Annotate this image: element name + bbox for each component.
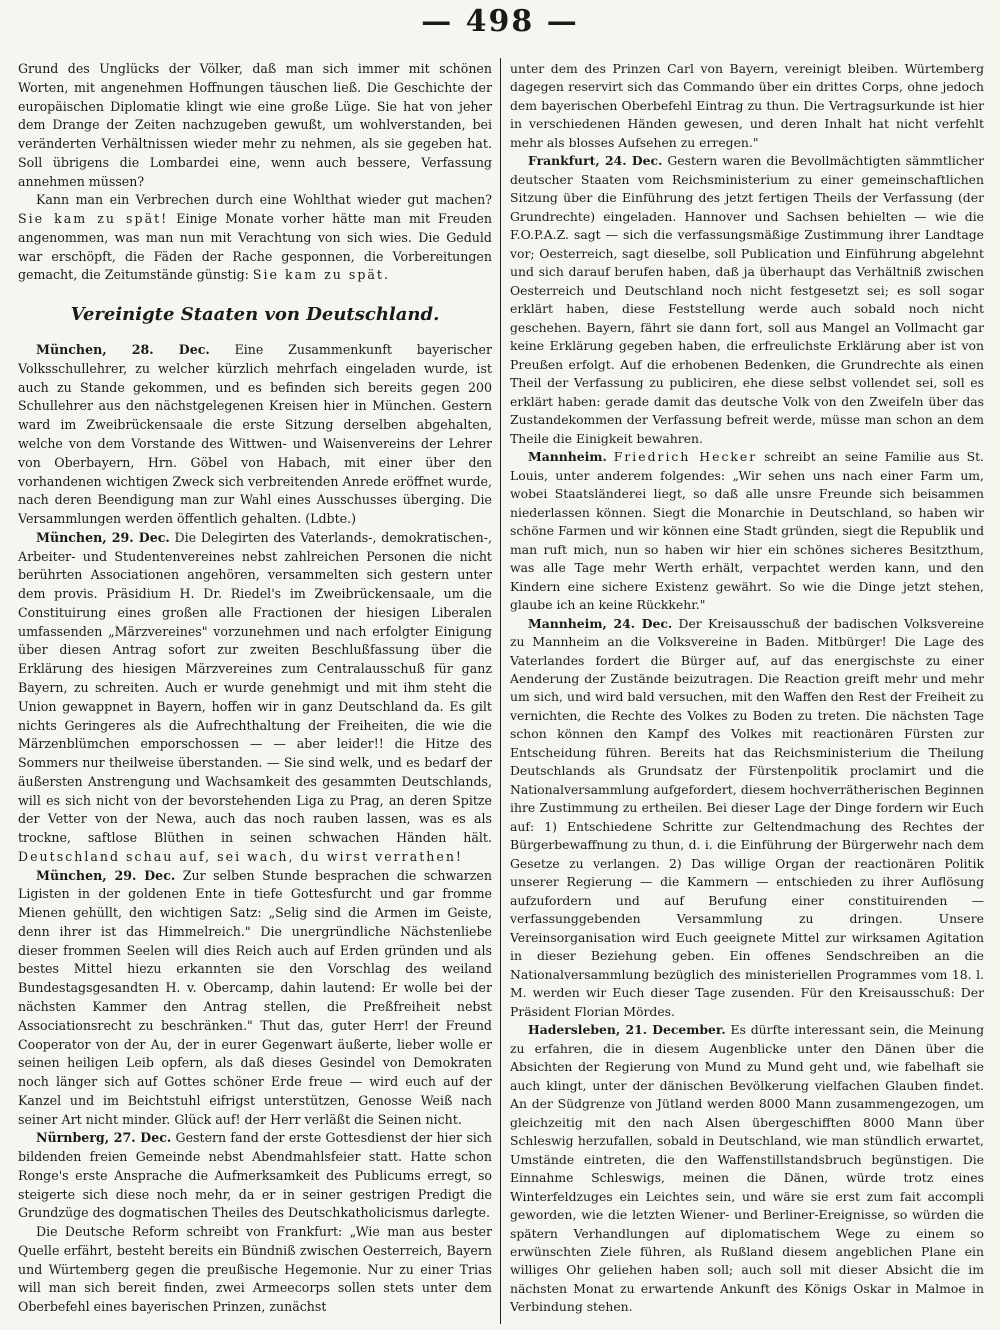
- article-continuation: Grund des Unglücks der Völker, daß man sich immer mit schönen Worten, mit angenehmen Hoffnungen täuschen ließ. Die Geschichte der europäischen Diplomatie klingt wie eine große Lüge. Sie hat von jeher dem Drange der Zeiten nachzugeben gewußt, um wohlverstanden, bei veränderten Verhältnissen wieder mehr zu nehmen, als sie gegeben hat. Soll übrigens die Lombardei eine, wenn auch bessere, Verfassung annehmen müssen?: [18, 61, 492, 189]
- dateline: München, 28. Dec.: [36, 342, 210, 358]
- emphasis-text: Sie kam zu spät.: [252, 267, 390, 283]
- news-item: [510, 1021, 984, 1317]
- section-heading: Vereinigte Staaten von Deutschland.: [70, 304, 440, 326]
- news-text: Es dürfte interessant sein, die Meinung zu erfahren, die in diesem Augenblicke unter den Dänen über die Absichten der Regierung von Mund zu Mund geht und, wie fabelhaft sie auch klingt, unter der dänischen Bevölkerung vielfachen Glauben findet. An der Südgrenze von Jütland werden 8000 Mann zusammengezogen, um gleichzeitig mit den nach Alsen übergeschifften 8000 Mann über Schleswig herzufallen, sobald in Deutschland, wie man stündlich erwartet, Umstände eintreten, die den Waffenstillstandsbruch begünstigen. Die Einnahme Schleswigs, meinen die Dänen, würde trotz eines Winterfeldzuges ein Leichtes sein, und wäre sie erst zum fait accompli geworden, wie die letzten Wiener- und Berliner-Ereignisse, so würden die spätern Verhandlungen auf diplomatischem Wege zu einem so erwünschten Ziele führen, als Rußland diesem angeblichen Plane ein williges Ohr geliehen haben soll; auch soll mit dieser Absicht die im nächsten Monat zu erwartende Ankunft des Königs Oskar in Malmoe in Verbindung stehen.: [510, 1022, 984, 1315]
- dateline: München, 29. Dec.: [36, 529, 170, 545]
- news-item: Die Deutsche Reform schreibt von Frankfurt: „Wie man aus bester Quelle erfährt, besteht bereits ein Bündniß zwischen Oesterreich, Bayern und Würtemberg gegen die preußische Hegemonie. Nur zu einer Trias will man sich bereit finden, zwei Armeecorps sollen stets unter dem Oberbefehl eines bayerischen Prinzen, zunächst: [18, 1224, 492, 1315]
- column-divider: [500, 58, 501, 1324]
- paragraph-text: Kann man ein Verbrechen durch eine Wohlthat wieder gut machen?: [36, 192, 492, 208]
- news-text: Der Kreisausschuß der badischen Volksvereine zu Mannheim an die Volksvereine in Baden. Mitbürger! Die Lage des Vaterlandes fordert die Bürger auf, auf das energischste zu einer Aenderung der Zustände beizutragen. Die Reaction greift mehr und mehr um sich, und wird bald versuchen, mit den Waffen den Rest der Freiheit zu vernichten, die Rechte des Volkes zu Boden zu treten. Die nächsten Tage schon können den Kampf des Volkes mit reactionären Fürsten zur Entscheidung führen. Bereits hat das Reichsministerium die Theilung Deutschlands als Grundsatz der Fürstenpolitik proclamirt und die Nationalversammlung aufgefordert, diesem hochverrätherischen Beginnen ihre Zustimmung zu ertheilen. Bei dieser Lage der Dinge fordern wir Euch auf: 1) Entschiedene Schritte zur Geltendmachung des Rechtes der Bürgerbewaffnung zu thun, d. i. die Einführung der Bürgerwehr nach dem Gesetze zu verlangen. 2) Das willige Organ der reactionären Politik unserer Regierung — die Kammern — entschieden zu ihrer Auflösung aufzufordern und auf Berufung einer constituirenden — verfassunggebenden Versammlung zu dringen. Unsere Vereinsorganisation wird Euch geeignete Mittel zur wirksamen Agitation in dieser Beziehung geben. Ein offenes Sendschreiben an die Nationalversammlung bezüglich des ministeriellen Programmes vom 18. l. M. werden wir Euch dieser Tage zusenden. Für den Kreisausschuß: Der Präsident Florian Mördes.: [510, 615, 984, 1019]
- dateline: München, 29. Dec.: [36, 867, 176, 883]
- news-item: [18, 1129, 492, 1223]
- news-text: Die Delegirten des Vaterlands-, demokratischen-, Arbeiter- und Studentenvereines nebst zahlreichen Personen die nicht berührten Associationen angehören, versammelten sich gestern unter dem provis. Präsidium H. Dr. Riedel's im Zweibrückensaale, um die Constituirung eines großen alle Fractionen der hiesigen Liberalen umfassenden „Märzvereines" vorzunehmen und nach erfolgter Einigung über diesen Antrag sofort zur zweiten Beschlußfassung über die Erklärung des hiesigen Märzvereines zum Centralausschuß für ganz Bayern, zu schreiten. Auch er wurde genehmigt und mit ihm steht die Union gewappnet in Bayern, hoffen wir in ganz Deutschland da. Es gilt nichts Geringeres als die Aufrechthaltung der Freiheiten, die wie die Märzenblümchen emporschossen — — aber leider!! die Hitze des Sommers nur theilweise überstanden. — Sie sind welk, und es bedarf der äußersten Anstrengung und Wachsamkeit des gesammten Deutschlands, will es sich nicht von der bevorstehenden Liga zu Prag, an deren Spitze der Vetter von der Newa, auch das noch rauben lassen, was es als trockne, saftlose Blüthen in seinen schwachen Händen hält.: [18, 529, 492, 846]
- emphasis-text: Deutschland schau auf, sei wach, du wirst verrathen!: [18, 848, 463, 864]
- news-item: [510, 152, 984, 448]
- dateline: Nürnberg, 27. Dec.: [36, 1130, 172, 1146]
- news-text: Eine Zusammenkunft bayerischer Volksschullehrer, zu welcher kürzlich mehrfach eingeladen wurde, ist auch zu Stande gekommen, und es befinden sich bereits gegen 200 Schullehrer aus den nächstgelegenen Kreisen hier in München. Gestern ward im Zweibrückensaale die erste Sitzung derselben abgehalten, welche von dem Vorstande des Wittwen- und Waisenvereins der Lehrer von Oberbayern, Hrn. Göbel von Habach, mit einer über den vorhandenen wichtigen Zweck sich verbreitenden Anrede eröffnet wurde, nach deren Beendigung man zur Wahl eines Ausschusses überging. Die Versammlungen werden öffentlich gehalten. (Ldbte.): [18, 342, 492, 527]
- article-paragraph: [18, 191, 492, 285]
- person-name: Friedrich Hecker: [613, 449, 758, 465]
- dateline: Hadersleben, 21. December.: [528, 1022, 726, 1038]
- dateline: Frankfurt, 24. Dec.: [528, 153, 663, 169]
- paragraph-text: Einige Monate vorher hätte man mit Freuden angenommen, was man nun mit Verachtung von sich wies. Die Geduld war erschöpft, die Fäden der Rache gesponnen, die Vorbereitungen gemacht, die Zeitumstände günstig:: [18, 211, 492, 283]
- dateline: Mannheim, 24. Dec.: [528, 615, 673, 631]
- news-item: [18, 529, 492, 867]
- left-column: [18, 60, 492, 1322]
- emphasis-text: Sie kam zu spät!: [18, 211, 169, 227]
- right-column: [510, 60, 984, 1322]
- article-continuation: unter dem des Prinzen Carl von Bayern, vereinigt bleiben. Würtemberg dagegen reservirt sich das Commando über ein drittes Corps, ohne jedoch dem bayerischen Oberbefehl Eintrag zu thun. Die Vertragsurkunde ist hier in verschiedenen Händen gewesen, und deren Inhalt hat nicht verfehlt mehr als blosses Aufsehen zu erregen.": [510, 61, 984, 150]
- page-number: — 498 —: [421, 4, 579, 39]
- news-item: [18, 341, 492, 529]
- news-text: Zur selben Stunde besprachen die schwarzen Ligisten in der goldenen Ente in tiefe Gottesfurcht und gar fromme Mienen gehüllt, den wichtigen Satz: „Selig sind die Armen im Geiste, denn ihrer ist das Himmelreich." Die unergründliche Nächstenliebe dieser frommen Seelen will dies Reich auch auf Erden gründen und als bestes Mittel hiezu erkannten sie den Vorschlag des weiland Bundestagsgesandten H. v. Obercamp, dahin lautend: Er wolle bei der nächsten Kammer den Antrag stellen, die Preßfreiheit nebst Associationsrecht zu beschränken." Thut das, guter Herr! der Freund Cooperator von der Au, der in eurer Gegenwart äußerte, lieber wolle er seinen heiligen Leib opfern, als daß dieses Gesindel von Demokraten noch länger sich auf Gottes schöner Erde freue — wird euch auf der Kanzel und im Beichtstuhl eifrigst unterstützen, Genosse Weiß nach seiner Art nicht minder. Glück auf! der Herr verläßt die Seinen nicht.: [18, 867, 492, 1127]
- dateline: Mannheim.: [528, 449, 607, 465]
- news-text: Gestern waren die Bevollmächtigten sämmtlicher deutscher Staaten vom Reichsministerium zu einer gemeinschaftlichen Sitzung über die Einführung des jetzt fertigen Theils der Verfassung (der Grundrechte) eingeladen. Hannover und Sachsen behielten — wie die F.O.P.A.Z. sagt — sich die verfassungsmäßige Zustimmung ihrer Landtage vor; Oesterreich, sagt dieselbe, soll Publication und Einführung abgelehnt und sich darauf berufen haben, daß ja überhaupt das Verhältniß zwischen Oesterreich und Deutschland noch nicht festgesetzt sei; es soll sogar erklärt haben, diese Feststellung werde auch sobald noch nicht geschehen. Bayern, fährt sie dann fort, soll aus Mangel an Vollmacht gar keine Erklärung gegeben haben, die erfreulichste Erklärung aber ist von Preußen erfolgt. Auf die erhobenen Bedenken, die Grundrechte als einen Theil der Verfassung zu publiciren, ehe diese selbst vollendet sei, soll es erklärt haben: gerade damit das deutsche Volk von den Zweifeln über das Zustandekommen der Verfassung befreit werde, müsse man schon an dem Theile die Einigkeit bewahren.: [510, 153, 984, 446]
- news-item: [510, 615, 984, 1022]
- news-item: [510, 448, 984, 614]
- news-item: [18, 867, 492, 1130]
- news-text: schreibt an seine Familie aus St. Louis, unter anderem folgendes: „Wir sehen uns nach einer Farm um, wobei Staatsländerei liegt, so daß alle unsre Freunde sich beisammen niederlassen können. Siegt die Monarchie in Deutschland, so haben wir schöne Farmen und wir können eine Stadt gründen, siegt die Republik und man ruft mich, nun so haben wir hier ein schönes sicheres Besitzthum, was alle Tage mehr Werth erhält, verpachtet werden kann, und den Kindern eine sichere Existenz gewährt. So wie die Dinge jetzt stehen, glaube ich an keine Rückkehr.": [510, 449, 984, 613]
- news-text: Gestern fand der erste Gottesdienst der hier sich bildenden freien Gemeinde nebst Abendmahlsfeier statt. Hatte schon Ronge's erste Ansprache die Aufmerksamkeit des Publicums erregt, so steigerte sich diese noch mehr, da er in seiner gestrigen Predigt die Grundzüge des dogmatischen Theiles des Deutschkatholicismus darlegte.: [18, 1130, 492, 1221]
